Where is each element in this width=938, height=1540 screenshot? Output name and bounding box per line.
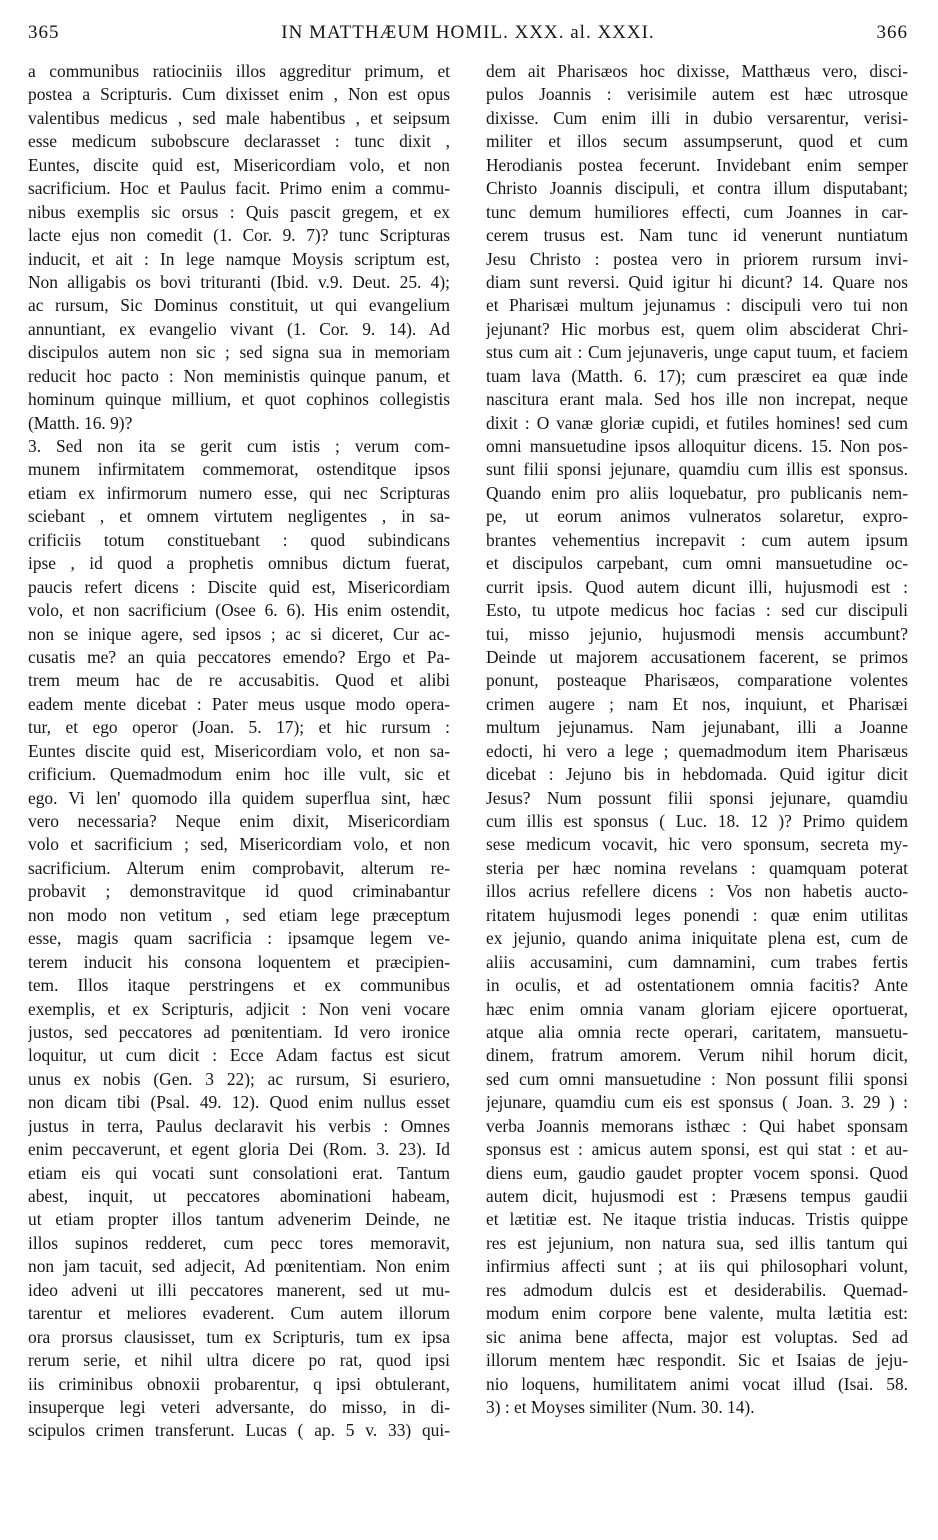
text-line: abest, inquit, ut peccatores abominationi habeam, — [28, 1186, 450, 1206]
text-line: crificium. Quemadmodum enim hoc ille vult, sic et — [28, 764, 450, 785]
text-line: jejunare, quamdiu cum eis est sponsus ( Joan. 3. 29 ) : — [486, 1092, 908, 1113]
text-line: illos acrius refellere dicens : Vos non habetis aucto- — [486, 881, 908, 902]
text-line: sacrificium. Hoc et Paulus facit. Primo enim a commu- — [28, 178, 450, 199]
page-number-right: 366 — [876, 22, 908, 43]
text-line: etiam ex infirmorum numero esse, qui nec Scripturas — [28, 482, 450, 503]
text-line: dixit : O vanæ gloriæ cupidi, et futiles homines! sed cum — [486, 412, 908, 433]
text-line: non dicam tibi (Psal. 49. 12). Quod enim nullus esset — [28, 1092, 450, 1113]
text-line: 3) : et Moyses similiter (Num. 30. 14). — [486, 1396, 755, 1417]
text-line: omni mansuetudine ipsos alloquitur dicens. 15. Non pos- — [486, 436, 908, 456]
text-line: annuntiant, ex evangelio vivant (1. Cor. 9. 14). Ad — [28, 318, 450, 339]
text-line: infirmius affecti sunt ; at iis qui philosophari volunt, — [486, 1256, 908, 1277]
text-line: non modo non vetitum , sed etiam lege præceptum — [28, 904, 450, 925]
text-line: trem meum hac de re accusabitis. Quod et alibi — [28, 670, 450, 691]
text-line: et Pharisæi multum jejunamus : discipuli vero tui non — [486, 295, 908, 316]
text-line: enim peccaverunt, et egent gloria Dei (Rom. 3. 23). Id — [28, 1139, 450, 1160]
text-line: Jesus? Num possunt filii sponsi jejunare, quamdiu — [486, 787, 908, 808]
text-line: esse, magis quam sacrificia : ipsamque legem ve- — [28, 928, 450, 949]
text-line: ut etiam propter illos tantum advenerim Deinde, ne — [28, 1209, 450, 1230]
text-line: Esto, tu utpote medicus hoc facias : sed cur discipuli — [486, 600, 908, 621]
text-line: (Matth. 16. 9)? — [28, 412, 133, 433]
text-line: 3. Sed non ita se gerit cum istis ; verum com- — [28, 436, 450, 456]
text-line: pulos Joannis : verisimile autem est hæc utrosque — [486, 84, 908, 105]
text-line: res est jejunium, non natura sua, sed illis tantum qui — [486, 1232, 908, 1253]
text-line: cum illis est sponsus ( Luc. 18. 12 )? Primo quidem — [486, 811, 908, 831]
text-line: diam sunt reversi. Quid igitur hi dicunt? 14. Quare nos — [486, 271, 908, 292]
text-line: dinem, fratrum amorem. Verum nihil horum dicit, — [486, 1045, 908, 1066]
text-line: non se inique agere, sed ipsos ; ac si diceret, Cur ac- — [28, 623, 450, 644]
text-line: tuam lava (Matth. 6. 17); cum præsciret ea quæ inde — [486, 365, 908, 386]
text-line: hominum quinque millium, et quot cophinos collegistis — [28, 389, 450, 410]
text-line: dem ait Pharisæos hoc dixisse, Matthæus vero, disci- — [486, 61, 908, 81]
text-line: sic anima bene affecta, major est voluptas. Sed ad — [486, 1326, 908, 1347]
text-line: nio loquens, humilitatem animi vocat illud (Isai. 58. — [486, 1373, 908, 1394]
text-line: Christo Joannis discipuli, et contra illum disputabant; — [486, 178, 908, 199]
text-line: et lætitiæ est. Ne itaque tristia inducas. Tristis quippe — [486, 1209, 908, 1230]
text-line: tui, misso jejunio, hujusmodi mensis accumbunt? — [486, 623, 908, 644]
text-line: volo et sacrificium ; sed, Misericordiam volo, et non — [28, 834, 450, 855]
text-line: sed cum omni mansuetudine : Non possunt filii sponsi — [486, 1068, 908, 1089]
text-line: brantes vehementius increpavit : cum autem ipsum — [486, 529, 908, 550]
text-line: terem inducit his consona loquentem et præcipien- — [28, 951, 450, 972]
text-line: et discipulos carpebant, cum omni mansuetudine oc- — [486, 553, 908, 574]
text-line: ex jejunio, quando anima iniquitate plena est, cum de — [486, 928, 908, 949]
text-line: verba Joannis memorans isthæc : Qui habet sponsam — [486, 1115, 908, 1136]
text-line: steria per hæc nomina revelans : quamquam poterat — [486, 857, 908, 878]
text-line: insuperque legi veteri adversante, do misso, in di- — [28, 1396, 450, 1417]
text-line: aliis accusamini, cum damnamini, cum trabes fertis — [486, 951, 908, 972]
text-line: volo, et non sacrificium (Osee 6. 6). His enim ostendit, — [28, 600, 450, 621]
text-line: esse medicum subobscure declarasset : tunc dixit , — [28, 131, 450, 152]
text-line: currit ipsis. Quod autem dicunt illi, hujusmodi est : — [486, 576, 908, 597]
text-line: paucis refert dicens : Discite quid est, Misericordiam — [28, 576, 450, 597]
text-line: ideo adveni ut illi peccatores manerent, sed ut mu- — [28, 1279, 450, 1300]
text-line: militer et illos secum assumpserunt, quod et cum — [486, 131, 908, 152]
left-text-column — [28, 60, 450, 1443]
text-line: iis criminibus obnoxii probarentur, q ipsi obtulerant, — [28, 1373, 450, 1394]
text-line: Herodianis postea fecerunt. Invidebant enim semper — [486, 154, 908, 175]
text-line: dixisse. Cum enim illi in dubio versarentur, verisi- — [486, 107, 908, 128]
text-line: atque alia omnia recte operari, caritatem, mansuetu- — [486, 1021, 908, 1042]
text-line: lacte ejus non comedit (1. Cor. 9. 7)? tunc Scripturas — [28, 225, 450, 246]
text-line: multum jejunamus. Nam jejunabant, illi a Joanne — [486, 717, 908, 738]
text-line: Jesu Christo : postea vero in priorem rursum invi- — [486, 248, 908, 269]
text-line: probavit ; demonstravitque id quod criminabantur — [28, 881, 450, 902]
text-line: Non alligabis os bovi trituranti (Ibid. v.9. Deut. 25. 4); — [28, 271, 450, 292]
text-line: etiam eis qui vocati sunt consolationi erat. Tantum — [28, 1162, 450, 1183]
page-number-left: 365 — [28, 22, 60, 43]
right-text-column — [486, 60, 908, 1419]
text-line: eadem mente dicebat : Pater meus usque modo opera- — [28, 693, 450, 714]
text-line: loquitur, ut cum dicit : Ecce Adam factus est sicut — [28, 1045, 450, 1066]
text-line: sunt filii sponsi jejunare, quamdiu cum illis est sponsus. — [486, 459, 908, 480]
text-line: nascitura erant mala. Sed hos ille non increpat, neque — [486, 389, 908, 410]
text-line: Euntes discite quid est, Misericordiam volo, et non sa- — [28, 740, 450, 761]
text-line: nibus exemplis sic orsus : Quis pascit gregem, et ex — [28, 201, 450, 222]
text-line: sciebant , et omnem virtutem negligentes , in sa- — [28, 506, 450, 527]
text-line: in oculis, et ad ostentationem omnia facitis? Ante — [486, 975, 908, 996]
text-line: tarentur et meliores evaderent. Cum autem illorum — [28, 1303, 450, 1324]
text-line: non jam tacuit, sed adjecit, Ad pœnitentiam. Non enim — [28, 1256, 450, 1277]
text-line: crimen augere ; nam Et nos, inquiunt, et Pharisæi — [486, 693, 908, 714]
running-header — [28, 22, 908, 52]
text-line: inducit, et ait : In lege namque Moysis scriptum est, — [28, 248, 450, 269]
text-line: tem. Illos itaque perstringens et ex communibus — [28, 975, 450, 996]
text-line: Deinde ut majorem accusationem facerent, se primos — [486, 646, 908, 667]
text-line: tunc demum humiliores effecti, cum Joannes in car- — [486, 201, 908, 222]
text-line: autem dicit, hujusmodi est : Præsens tempus gaudii — [486, 1186, 908, 1206]
text-line: Euntes, discite quid est, Misericordiam volo, et non — [28, 154, 450, 175]
text-line: discipulos autem non sic ; sed signa sua in memoriam — [28, 342, 450, 363]
text-line: ora prorsus clausisset, tum ex Scripturis, tum ex ipsa — [28, 1326, 450, 1347]
text-line: rerum serie, et nihil ultra dicere po rat, quod ipsi — [28, 1350, 450, 1371]
text-line: diens eum, gaudio gaudet propter vocem sponsi. Quod — [486, 1162, 908, 1183]
text-line: postea a Scripturis. Cum dixisset enim , Non est opus — [28, 84, 450, 105]
running-title: IN MATTHÆUM HOMIL. XXX. al. XXXI. — [281, 22, 655, 43]
text-line: cerem trusus est. Nam tunc id venerunt nuntiatum — [486, 225, 908, 246]
text-line: vero necessaria? Neque enim dixit, Misericordiam — [28, 811, 450, 831]
text-line: hæc enim omnia vanam gloriam ejicere oportuerat, — [486, 998, 908, 1019]
text-line: a communibus ratiociniis illos aggreditur primum, et — [28, 61, 450, 81]
text-line: justus in terra, Paulus declaravit his verbis : Omnes — [28, 1115, 450, 1136]
text-line: exemplis, et ex Scripturis, adjicit : Non veni vocare — [28, 998, 450, 1019]
text-line: ego. Vi len' quomodo illa quidem superflua sint, hæc — [28, 787, 450, 808]
text-line: pe, ut eorum animos vulneratos solaretur, expro- — [486, 506, 908, 527]
text-line: sese medicum vocavit, hic vero sponsum, secreta my- — [486, 834, 908, 855]
text-line: scipulos crimen transferunt. Lucas ( ap. 5 v. 33) qui- — [28, 1420, 450, 1441]
text-line: tur, et ego operor (Joan. 5. 17); et hic rursum : — [28, 717, 450, 738]
text-line: stus cum ait : Cum jejunaveris, unge caput tuum, et faciem — [486, 342, 908, 363]
text-line: cusatis me? an quia peccatores emendo? Ergo et Pa- — [28, 646, 450, 667]
text-line: Quando enim pro aliis loquebatur, pro publicanis nem- — [486, 482, 908, 503]
text-line: ritatem hujusmodi leges ponendi : quæ enim utilitas — [486, 904, 908, 925]
text-line: illorum mentem hæc respondit. Sic et Isaias de jeju- — [486, 1350, 908, 1371]
text-line: sponsus est : amicus autem sponsi, est qui stat : et au- — [486, 1139, 908, 1160]
text-line: sacrificium. Alterum enim comprobavit, alterum re- — [28, 857, 450, 878]
text-line: edocti, hi vero a lege ; quemadmodum item Pharisæus — [486, 740, 908, 761]
text-line: jejunant? Hic morbus est, quem olim absciderat Chri- — [486, 318, 908, 339]
text-line: justos, sed peccatores ad pœnitentiam. Id vero ironice — [28, 1021, 450, 1042]
text-line: dicebat : Jejuno bis in hebdomada. Quid igitur dicit — [486, 764, 908, 785]
text-line: unus ex nobis (Gen. 3 22); ac rursum, Si esuriero, — [28, 1068, 450, 1089]
text-line: munem infirmitatem commemorat, ostenditque ipsos — [28, 459, 450, 480]
text-line: reducit hoc pacto : Non meministis quinque panum, et — [28, 365, 450, 386]
text-line: ponunt, posteaque Pharisæos, comparatione volentes — [486, 670, 908, 691]
text-line: modum enim corpore bene valente, multa lætitia est: — [486, 1303, 908, 1324]
text-line: illos supinos redderet, cum pecc tores memoravit, — [28, 1232, 450, 1253]
text-line: valentibus medicus , sed male habentibus , et seipsum — [28, 107, 450, 128]
text-line: ac rursum, Sic Dominus constituit, ut qui evangelium — [28, 295, 450, 316]
text-line: crificiis totum constituebant : quod subindicans — [28, 529, 450, 550]
text-line: res admodum dulcis est et desiderabilis. Quemad- — [486, 1279, 908, 1300]
text-line: ipse , id quod a prophetis omnibus dictum fuerat, — [28, 553, 450, 574]
